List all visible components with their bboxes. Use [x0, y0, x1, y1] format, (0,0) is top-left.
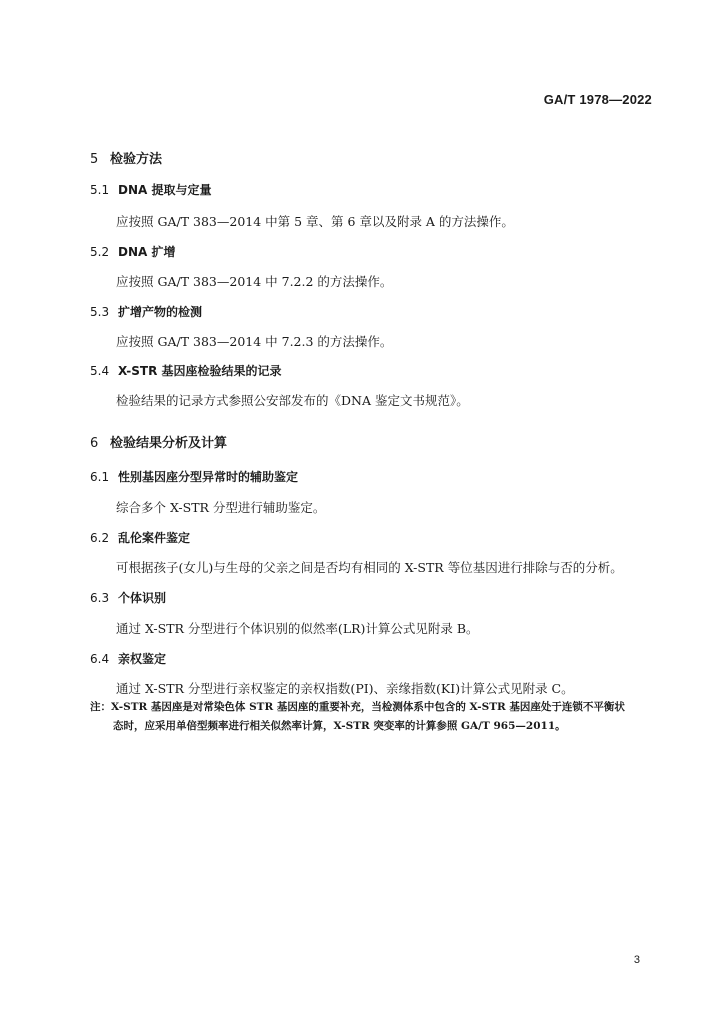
paragraph-6-2: 可根据孩子(女儿)与生母的父亲之间是否均有相同的 X-STR 等位基因进行排除与否的分析。	[116, 560, 623, 575]
paragraph-5-4: 检验结果的记录方式参照公安部发布的《DNA 鉴定文书规范》。	[116, 393, 469, 408]
heading-5-2	[90, 243, 175, 260]
heading-number: 5.4	[90, 364, 110, 378]
heading-title: DNA 提取与定量	[118, 183, 212, 197]
heading-number: 6.3	[90, 591, 110, 605]
heading-6-1	[90, 468, 298, 485]
heading-number: 5.3	[90, 305, 110, 319]
paragraph-6-4: 通过 X-STR 分型进行亲权鉴定的亲权指数(PI)、亲缘指数(KI)计算公式见附录 C。	[116, 681, 574, 696]
paragraph-5-3: 应按照 GA/T 383—2014 中 7.2.3 的方法操作。	[116, 334, 393, 349]
heading-5-3	[90, 303, 202, 320]
heading-title: 扩增产物的检测	[118, 305, 203, 319]
paragraph-5-1: 应按照 GA/T 383—2014 中第 5 章、第 6 章以及附录 A 的方法操作。	[116, 214, 514, 229]
heading-6-2	[90, 529, 190, 546]
note-line-1: 注：X-STR 基因座是对常染色体 STR 基因座的重要补充，当检测体系中包含的 X-STR 基因座处于连锁不平衡状	[90, 701, 625, 713]
heading-5-1	[90, 181, 211, 198]
heading-number: 6.4	[90, 652, 110, 666]
paragraph-6-3: 通过 X-STR 分型进行个体识别的似然率(LR)计算公式见附录 B。	[116, 621, 479, 636]
heading-number: 5.2	[90, 245, 110, 259]
heading-title: 个体识别	[118, 591, 167, 605]
document-code: GA/T 1978—2022	[543, 92, 652, 107]
heading-number: 6	[90, 436, 99, 451]
heading-title: 乱伦案件鉴定	[118, 531, 191, 545]
heading-title: X-STR 基因座检验结果的记录	[118, 364, 282, 378]
page-number: 3	[633, 954, 640, 966]
heading-number: 5	[90, 152, 99, 167]
paragraph-5-2: 应按照 GA/T 383—2014 中 7.2.2 的方法操作。	[116, 274, 393, 289]
heading-5-4	[90, 362, 282, 379]
heading-number: 5.1	[90, 183, 110, 197]
note-line-2: 态时，应采用单倍型频率进行相关似然率计算，X-STR 突变率的计算参照 GA/T 965—2011。	[113, 720, 566, 732]
heading-6-3	[90, 589, 166, 606]
heading-title: DNA 扩增	[118, 245, 176, 259]
heading-title: 检验方法	[110, 152, 163, 167]
paragraph-6-1: 综合多个 X-STR 分型进行辅助鉴定。	[116, 500, 326, 515]
heading-number: 6.2	[90, 531, 110, 545]
heading-6-4	[90, 650, 166, 667]
heading-title: 亲权鉴定	[118, 652, 167, 666]
heading-5	[90, 148, 162, 167]
heading-number: 6.1	[90, 470, 110, 484]
heading-title: 检验结果分析及计算	[110, 436, 228, 451]
note	[90, 698, 670, 736]
heading-title: 性别基因座分型异常时的辅助鉴定	[118, 470, 299, 484]
heading-6	[90, 432, 227, 451]
